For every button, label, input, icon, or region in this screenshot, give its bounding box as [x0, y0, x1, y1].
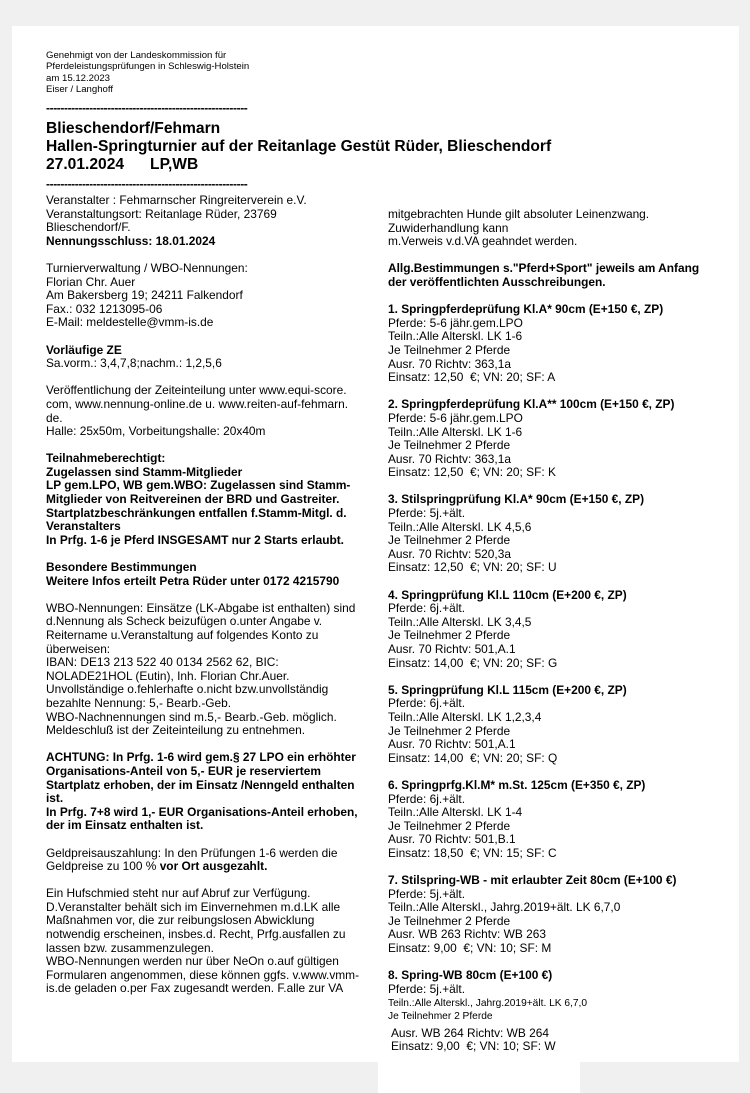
- competition-line: Teiln.:Alle Alterskl. LK 1-6: [388, 424, 523, 439]
- competition-7: [388, 874, 718, 956]
- payment-line: Meldeschluß ist der Zeiteinteilung zu entnehmen.: [46, 723, 306, 738]
- misc-line: is.de geladen o.per Fax zugesandt werden. F.alle zur VA: [46, 981, 344, 996]
- misc-block: [46, 887, 376, 996]
- competition-line: Ausr. 70 Richtv: 501,A.1: [388, 737, 516, 752]
- organizer: Veranstalter : Fehmarnscher Ringreiterverein e.V.: [46, 193, 307, 207]
- general-line: der veröffentlichten Ausschreibungen.: [388, 274, 606, 289]
- misc-line: Formularen angenommen, diese können ggfs. v.www.vmm-: [46, 967, 360, 982]
- competition-line: Ausr. WB 263 Richtv: WB 263: [388, 927, 546, 942]
- competition-title: 7. Stilspring-WB - mit erlaubter Zeit 80cm (E+100 €): [388, 873, 677, 888]
- left-column: [46, 194, 376, 1010]
- general-block: [388, 262, 718, 289]
- competition-line: Teiln.:Alle Alterskl. LK 1,2,3,4: [388, 709, 542, 724]
- event-name: Hallen-Springturnier auf der Reitanlage Gestüt Rüder, Blieschendorf: [46, 138, 552, 155]
- misc-line: WBO-Nennungen werden nur über NeOn o.auf gültigen: [46, 954, 339, 969]
- competition-line: Pferde: 6j.+ält.: [388, 791, 466, 806]
- competition-1: [388, 303, 718, 385]
- event-type: LP,WB: [150, 156, 199, 173]
- competition-line: Ausr. 70 Richtv: 520,3a: [388, 546, 511, 561]
- eligibility-line: Teilnahmeberechtigt:: [46, 451, 166, 466]
- contact-line: Am Bakersberg 19; 24211 Falkendorf: [46, 288, 243, 303]
- publication-block: [46, 384, 376, 438]
- competition-fee: Einsatz: 9,00 €; VN: 10; SF: M: [388, 941, 552, 956]
- competition-5: [388, 684, 718, 766]
- organizer-block: [46, 194, 376, 248]
- competition-3: [388, 493, 718, 575]
- approval-line: am 15.12.2023: [46, 72, 111, 84]
- competition-fee: Einsatz: 14,00 €; VN: 20; SF: G: [388, 655, 558, 670]
- competition-line: Je Teilnehmer 2 Pferde: [388, 818, 511, 833]
- publication-line: Veröffentlichung der Zeiteinteilung unter www.equi-score.: [46, 383, 347, 398]
- payment-line: überweisen:: [46, 641, 111, 656]
- competition-line: Teiln.:Alle Alterskl. LK 4,5,6: [388, 519, 532, 534]
- payment-line: d.Nennung als Scheck beizufügen o.unter Angabe v.: [46, 614, 323, 629]
- attention-line: Organisations-Anteil von 5,- EUR je reserviertem: [46, 763, 321, 778]
- misc-line: lassen bzw. zusammenzulegen.: [46, 940, 214, 955]
- competition-fee: Einsatz: 18,50 €; VN: 15; SF: C: [388, 845, 557, 860]
- attention-line: der im Einsatz enthalten ist.: [46, 818, 204, 833]
- competition-fee: Einsatz: 12,50 €; VN: 20; SF: K: [388, 465, 556, 480]
- competition-fee: Einsatz: 12,50 €; VN: 20; SF: A: [388, 370, 556, 385]
- competition-line: Ausr. 70 Richtv: 363,1a: [388, 451, 511, 466]
- competition-line: Pferde: 5j.+ält.: [388, 506, 466, 521]
- approval-line: Genehmigt von der Landeskommission für: [46, 50, 227, 61]
- publication-line: de.: [46, 410, 63, 425]
- approval-line: Pferdeleistungsprüfungen in Schleswig-Holstein: [46, 61, 250, 73]
- contact-line: Fax.: 032 1213095-06: [46, 301, 163, 316]
- contact-email: E-Mail: meldestelle@vmm-is.de: [46, 315, 214, 330]
- payment-line: WBO-Nennungen: Einsätze (LK-Abgabe ist enthalten) sind: [46, 600, 356, 615]
- event-date-line: [46, 156, 551, 174]
- right-column: [388, 208, 718, 1054]
- competition-fee: Einsatz: 14,00 €; VN: 20; SF: Q: [388, 750, 558, 765]
- event-location: Blieschendorf/Fehmarn: [46, 120, 221, 137]
- dogs-line: m.Verweis v.d.VA geahndet werden.: [388, 234, 578, 249]
- competition-title: 8. Spring-WB 80cm (E+100 €): [388, 968, 553, 983]
- prize-line: [46, 860, 376, 874]
- competition-line: Pferde: 5-6 jähr.gem.LPO: [388, 315, 523, 330]
- separator-bottom: --------------------------------------------------------: [46, 177, 248, 191]
- competition-line: Teiln.:Alle Alterskl. LK 3,4,5: [388, 614, 532, 629]
- prize-block: [46, 847, 376, 874]
- misc-line: Ein Hufschmied steht nur auf Abruf zur Verfügung.: [46, 886, 311, 901]
- competition-line: Je Teilnehmer 2 Pferde: [388, 342, 511, 357]
- payment-iban: IBAN: DE13 213 522 40 0134 2562 62, BIC:: [46, 655, 279, 670]
- competition-line: Pferde: 6j.+ält.: [388, 601, 466, 616]
- competition-line: Pferde: 5j.+ält.: [388, 981, 466, 996]
- competition-line: Pferde: 6j.+ält.: [388, 696, 466, 711]
- attention-line: Startplatz erhoben, der im Einsatz /Nenngeld enthalten: [46, 777, 355, 792]
- dogs-line: mitgebrachten Hunde gilt absoluter Leinenzwang.: [388, 207, 650, 221]
- competition-fee: Einsatz: 9,00 €; VN: 10; SF: W: [391, 1039, 556, 1054]
- competition-line: Pferde: 5-6 jähr.gem.LPO: [388, 410, 523, 425]
- eligibility-line: Veranstalters: [46, 519, 121, 534]
- separator-top: --------------------------------------------------------: [46, 101, 248, 115]
- competition-line: Je Teilnehmer 2 Pferde: [388, 723, 511, 738]
- approval-note: [46, 50, 249, 96]
- competition-line: Ausr. 70 Richtv: 501,A.1: [388, 642, 516, 656]
- dogs-line: Zuwiderhandlung kann: [388, 220, 509, 235]
- competition-title: 4. Springprüfung Kl.L 110cm (E+200 €, ZP): [388, 587, 627, 602]
- eligibility-line: Mitglieder von Reitvereinen der BRD und Gastreiter.: [46, 492, 340, 507]
- pasted-patch: [378, 1053, 580, 1093]
- competition-fee: Einsatz: 12,50 €; VN: 20; SF: U: [388, 560, 557, 575]
- attention-line: ACHTUNG: In Prfg. 1-6 wird gem.§ 27 LPO ein erhöhter: [46, 750, 356, 765]
- payment-line: bezahlte Nennung: 5,- Bearb.-Geb.: [46, 695, 232, 710]
- publication-line: com, www.nennung-online.de u. www.reiten-auf-fehmarn.: [46, 396, 349, 411]
- ze-block: [46, 344, 376, 371]
- special-block: [46, 561, 376, 588]
- contact-line: Florian Chr. Auer: [46, 274, 136, 289]
- event-date: 27.01.2024: [46, 156, 125, 173]
- contact-block: [46, 262, 376, 330]
- misc-line: D.Veranstalter behält sich im Einvernehmen m.d.LK alle: [46, 899, 341, 914]
- attention-block: [46, 751, 376, 833]
- competition-line: Je Teilnehmer 2 Pferde: [388, 533, 511, 548]
- competition-line: Ausr. 70 Richtv: 363,1a: [388, 356, 511, 371]
- competition-2: [388, 398, 718, 480]
- competition-4: [388, 589, 718, 671]
- prize-line: Geldpreisauszahlung: In den Prüfungen 1-6 werden die: [46, 845, 338, 860]
- event-title: [46, 120, 551, 174]
- general-line: Allg.Bestimmungen s."Pferd+Sport" jeweils am Anfang: [388, 261, 700, 276]
- attention-line: ist.: [46, 791, 64, 806]
- competition-line: Teiln.:Alle Alterskl. LK 1-6: [388, 329, 523, 344]
- competition-line: Teiln.:Alle Alterskl., Jahrg.2019+ält. LK 6,7,0: [388, 998, 588, 1010]
- competition-line: Ausr. 70 Richtv: 501,B.1: [388, 832, 516, 847]
- competition-line: Je Teilnehmer 2 Pferde: [388, 1010, 493, 1022]
- competition-6: [388, 779, 718, 861]
- payment-block: [46, 602, 376, 738]
- entry-deadline: Nennungsschluss: 18.01.2024: [46, 233, 216, 248]
- venue-city: Blieschendorf/F.: [46, 220, 131, 235]
- payment-line: WBO-Nachnennungen sind m.5,- Bearb.-Geb. möglich.: [46, 709, 337, 724]
- special-heading: Besondere Bestimmungen: [46, 560, 197, 575]
- competition-line: Je Teilnehmer 2 Pferde: [388, 438, 511, 453]
- eligibility-block: [46, 452, 376, 547]
- dogs-block: [388, 208, 718, 249]
- competition-title: 2. Springpferdeprüfung Kl.A** 100cm (E+150 €, ZP): [388, 397, 675, 412]
- competition-title: 5. Springprüfung Kl.L 115cm (E+200 €, ZP): [388, 682, 627, 697]
- eligibility-line: Zugelassen sind Stamm-Mitglieder: [46, 464, 243, 479]
- competition-title: 1. Springpferdeprüfung Kl.A* 90cm (E+150 €, ZP): [388, 302, 664, 317]
- special-info: Weitere Infos erteilt Petra Rüder unter 0172 4215790: [46, 573, 340, 588]
- misc-line: notwendig erscheinen, insbes.d. Recht, Prfg.ausfallen zu: [46, 927, 346, 942]
- competition-line: Je Teilnehmer 2 Pferde: [388, 913, 511, 928]
- ze-text: Sa.vorm.: 3,4,7,8;nachm.: 1,2,5,6: [46, 356, 222, 371]
- competition-title: 6. Springprfg.Kl.M* m.St. 125cm (E+350 €, ZP): [388, 777, 646, 792]
- ze-heading: Vorläufige ZE: [46, 342, 122, 357]
- competition-title: 3. Stilspringprüfung Kl.A* 90cm (E+150 €, ZP): [388, 492, 645, 507]
- attention-line: In Prfg. 7+8 wird 1,- EUR Organisations-Anteil erhoben,: [46, 804, 358, 819]
- prize-emphasis: vor Ort ausgezahlt.: [159, 859, 268, 874]
- hall-info: Halle: 25x50m, Vorbeitungshalle: 20x40m: [46, 424, 266, 439]
- payment-line: Reitername u.Veranstaltung auf folgendes Konto zu: [46, 628, 319, 642]
- prize-text: Geldpreise zu 100 %: [46, 859, 160, 874]
- eligibility-line: LP gem.LPO, WB gem.WBO: Zugelassen sind Stamm-: [46, 478, 351, 493]
- misc-line: Maßnahmen vor, die zur reibungslosen Abwicklung: [46, 913, 315, 928]
- contact-line: Turnierverwaltung / WBO-Nennungen:: [46, 260, 248, 275]
- competition-line: Ausr. WB 264 Richtv: WB 264: [391, 1025, 549, 1040]
- competition-8: [388, 969, 718, 1054]
- eligibility-line: Startplatzbeschränkungen entfallen f.Stamm-Mitgl. d.: [46, 505, 347, 520]
- competition-line: Teiln.:Alle Alterskl., Jahrg.2019+ält. LK 6,7,0: [388, 900, 621, 915]
- competition-line: Teiln.:Alle Alterskl. LK 1-4: [388, 805, 523, 820]
- competition-line: Pferde: 5j.+ält.: [388, 886, 466, 901]
- approval-line: Eiser / Langhoff: [46, 84, 114, 96]
- payment-line: NOLADE21HOL (Eutin), Inh. Florian Chr.Auer.: [46, 668, 290, 683]
- venue: Veranstaltungsort: Reitanlage Rüder, 23769: [46, 206, 277, 221]
- payment-line: Unvollständige o.fehlerhafte o.nicht bzw.unvollständig: [46, 682, 329, 697]
- eligibility-line: In Prfg. 1-6 je Pferd INSGESAMT nur 2 Starts erlaubt.: [46, 532, 344, 547]
- competition-line: Je Teilnehmer 2 Pferde: [388, 628, 511, 643]
